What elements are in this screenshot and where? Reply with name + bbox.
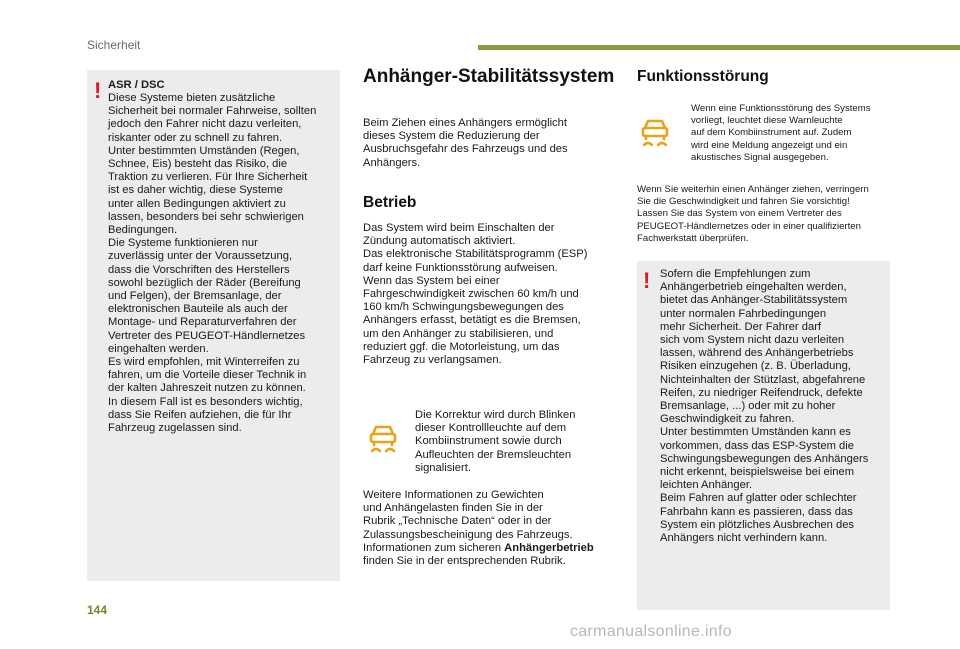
right-note-text: Sofern die Empfehlungen zum Anhängerbetrieb eingehalten werden, bietet das Anhänger-Stabilitätssystem unter normalen Fahrbedingungen mehr Sicherheit. Der Fahrer darf sich vom System nicht dazu verleiten lassen, während des Anhängerbetriebs Risiken einzugehen (z. B. Überladung, Nichteinhalten der Stützlast, abgefahrene Reifen, zu niedriger Reifendruck, defekte Bremsanlage, ...) oder mit zu hoher Geschwindigkeit zu fahren. Unter bestimmten Umständen kann es vorkommen, dass das ESP-System die Schwingungsbewegungen des Anhängers nicht erkennt, beispielsweise bei einem leichten Anhänger. Beim Fahren auf glatter oder schlechter Fahrbahn kann es passieren, dass das System ein plötzliches Ausbrechen des Anhängers nicht verhindern kann. <box>660 268 869 545</box>
warning-icon: ! <box>643 268 651 293</box>
watermark: carmanualsonline.info <box>570 623 732 640</box>
header-bar <box>478 45 960 50</box>
warning-icon: ! <box>94 78 102 103</box>
esp-fault-warning-icon <box>637 112 673 148</box>
intro-text: Beim Ziehen eines Anhängers ermöglicht dieses System die Reduzierung der Ausbruchsgefahr des Fahrzeugs und des Anhängers. <box>363 117 568 169</box>
more-info-part-2: finden Sie in der entsprechenden Rubrik. <box>363 555 566 568</box>
betrieb-text: Das System wird beim Einschalten der Zündung automatisch aktiviert. Das elektronische Stabilitätsprogramm (ESP) darf keine Funktionsstörung aufweisen. Wenn das System bei einer Fahrgeschwindigkeit zwischen 60 km/h und 160 km/h Schwingungsbewegungen des Anhängers erfasst, betätigt es die Bremsen, um den Anhänger zu stabilisieren, und reduziert ggf. die Motorleistung, um das Fahrzeug zu verlangsamen. <box>363 222 588 367</box>
section-heading-funktionsstoerung: Funktionsstörung <box>637 68 769 85</box>
section-heading-betrieb: Betrieb <box>363 194 417 211</box>
more-info-text <box>363 489 628 568</box>
more-info-part-1: Weitere Informationen zu Gewichten und Anhängelasten finden Sie in der Rubrik „Technische Daten“ oder in der Zulassungsbescheinigung des Fahrzeugs. Informationen zum sicheren <box>363 489 573 554</box>
section-title: Sicherheit <box>87 38 141 52</box>
more-info-bold: Anhängerbetrieb <box>504 541 594 554</box>
left-note-heading: ASR / DSC <box>108 79 165 91</box>
esp-skid-warning-icon <box>365 418 401 454</box>
fault-text: Wenn Sie weiterhin einen Anhänger ziehen, verringern Sie die Geschwindigkeit und fahren Sie vorsichtig! Lassen Sie das System von einem Vertreter des PEUGEOT-Händlernetzes oder in einer qualifizierten Fachwerkstatt überprüfen. <box>637 184 869 244</box>
page-number: 144 <box>87 603 108 617</box>
icon-note-text: Die Korrektur wird durch Blinken dieser Kontrollleuchte auf dem Kombiinstrument sowie durch Aufleuchten der Bremsleuchten signalisiert. <box>415 409 576 474</box>
left-note-text: Diese Systeme bieten zusätzliche Sicherheit bei normaler Fahrweise, sollten jedoch den Fahrer nicht dazu verleiten, riskanter oder zu schnell zu fahren. Unter bestimmten Umständen (Regen, Schnee, Eis) besteht das Risiko, die Traktion zu verlieren. Für Ihre Sicherheit ist es daher wichtig, diese Systeme unter allen Bedingungen aktiviert zu lassen, besonders bei sehr schwierigen Bedingungen. Die Systeme funktionieren nur zuverlässig unter der Voraussetzung, dass die Vorschriften des Herstellers sowohl bezüglich der Räder (Bereifung und Felgen), der Bremsanlage, der elektronischen Bauteile als auch der Montage- und Reparaturverfahren der Vertreter des PEUGEOT-Händlernetzes eingehalten werden. Es wird empfohlen, mit Winterreifen zu fahren, um die Vorteile dieser Technik in der kalten Jahreszeit nutzen zu können. In diesem Fall ist es besonders wichtig, dass Sie Reifen aufziehen, die für Ihr Fahrzeug zugelassen sind. <box>108 92 317 435</box>
fault-icon-note: Wenn eine Funktionsstörung des Systems vorliegt, leuchtet diese Warnleuchte auf dem Kombiinstrument auf. Zudem wird eine Meldung angezeigt und ein akustisches Signal ausgegeben. <box>691 103 871 163</box>
page-title: Anhänger-Stabilitätssystem <box>363 66 615 87</box>
